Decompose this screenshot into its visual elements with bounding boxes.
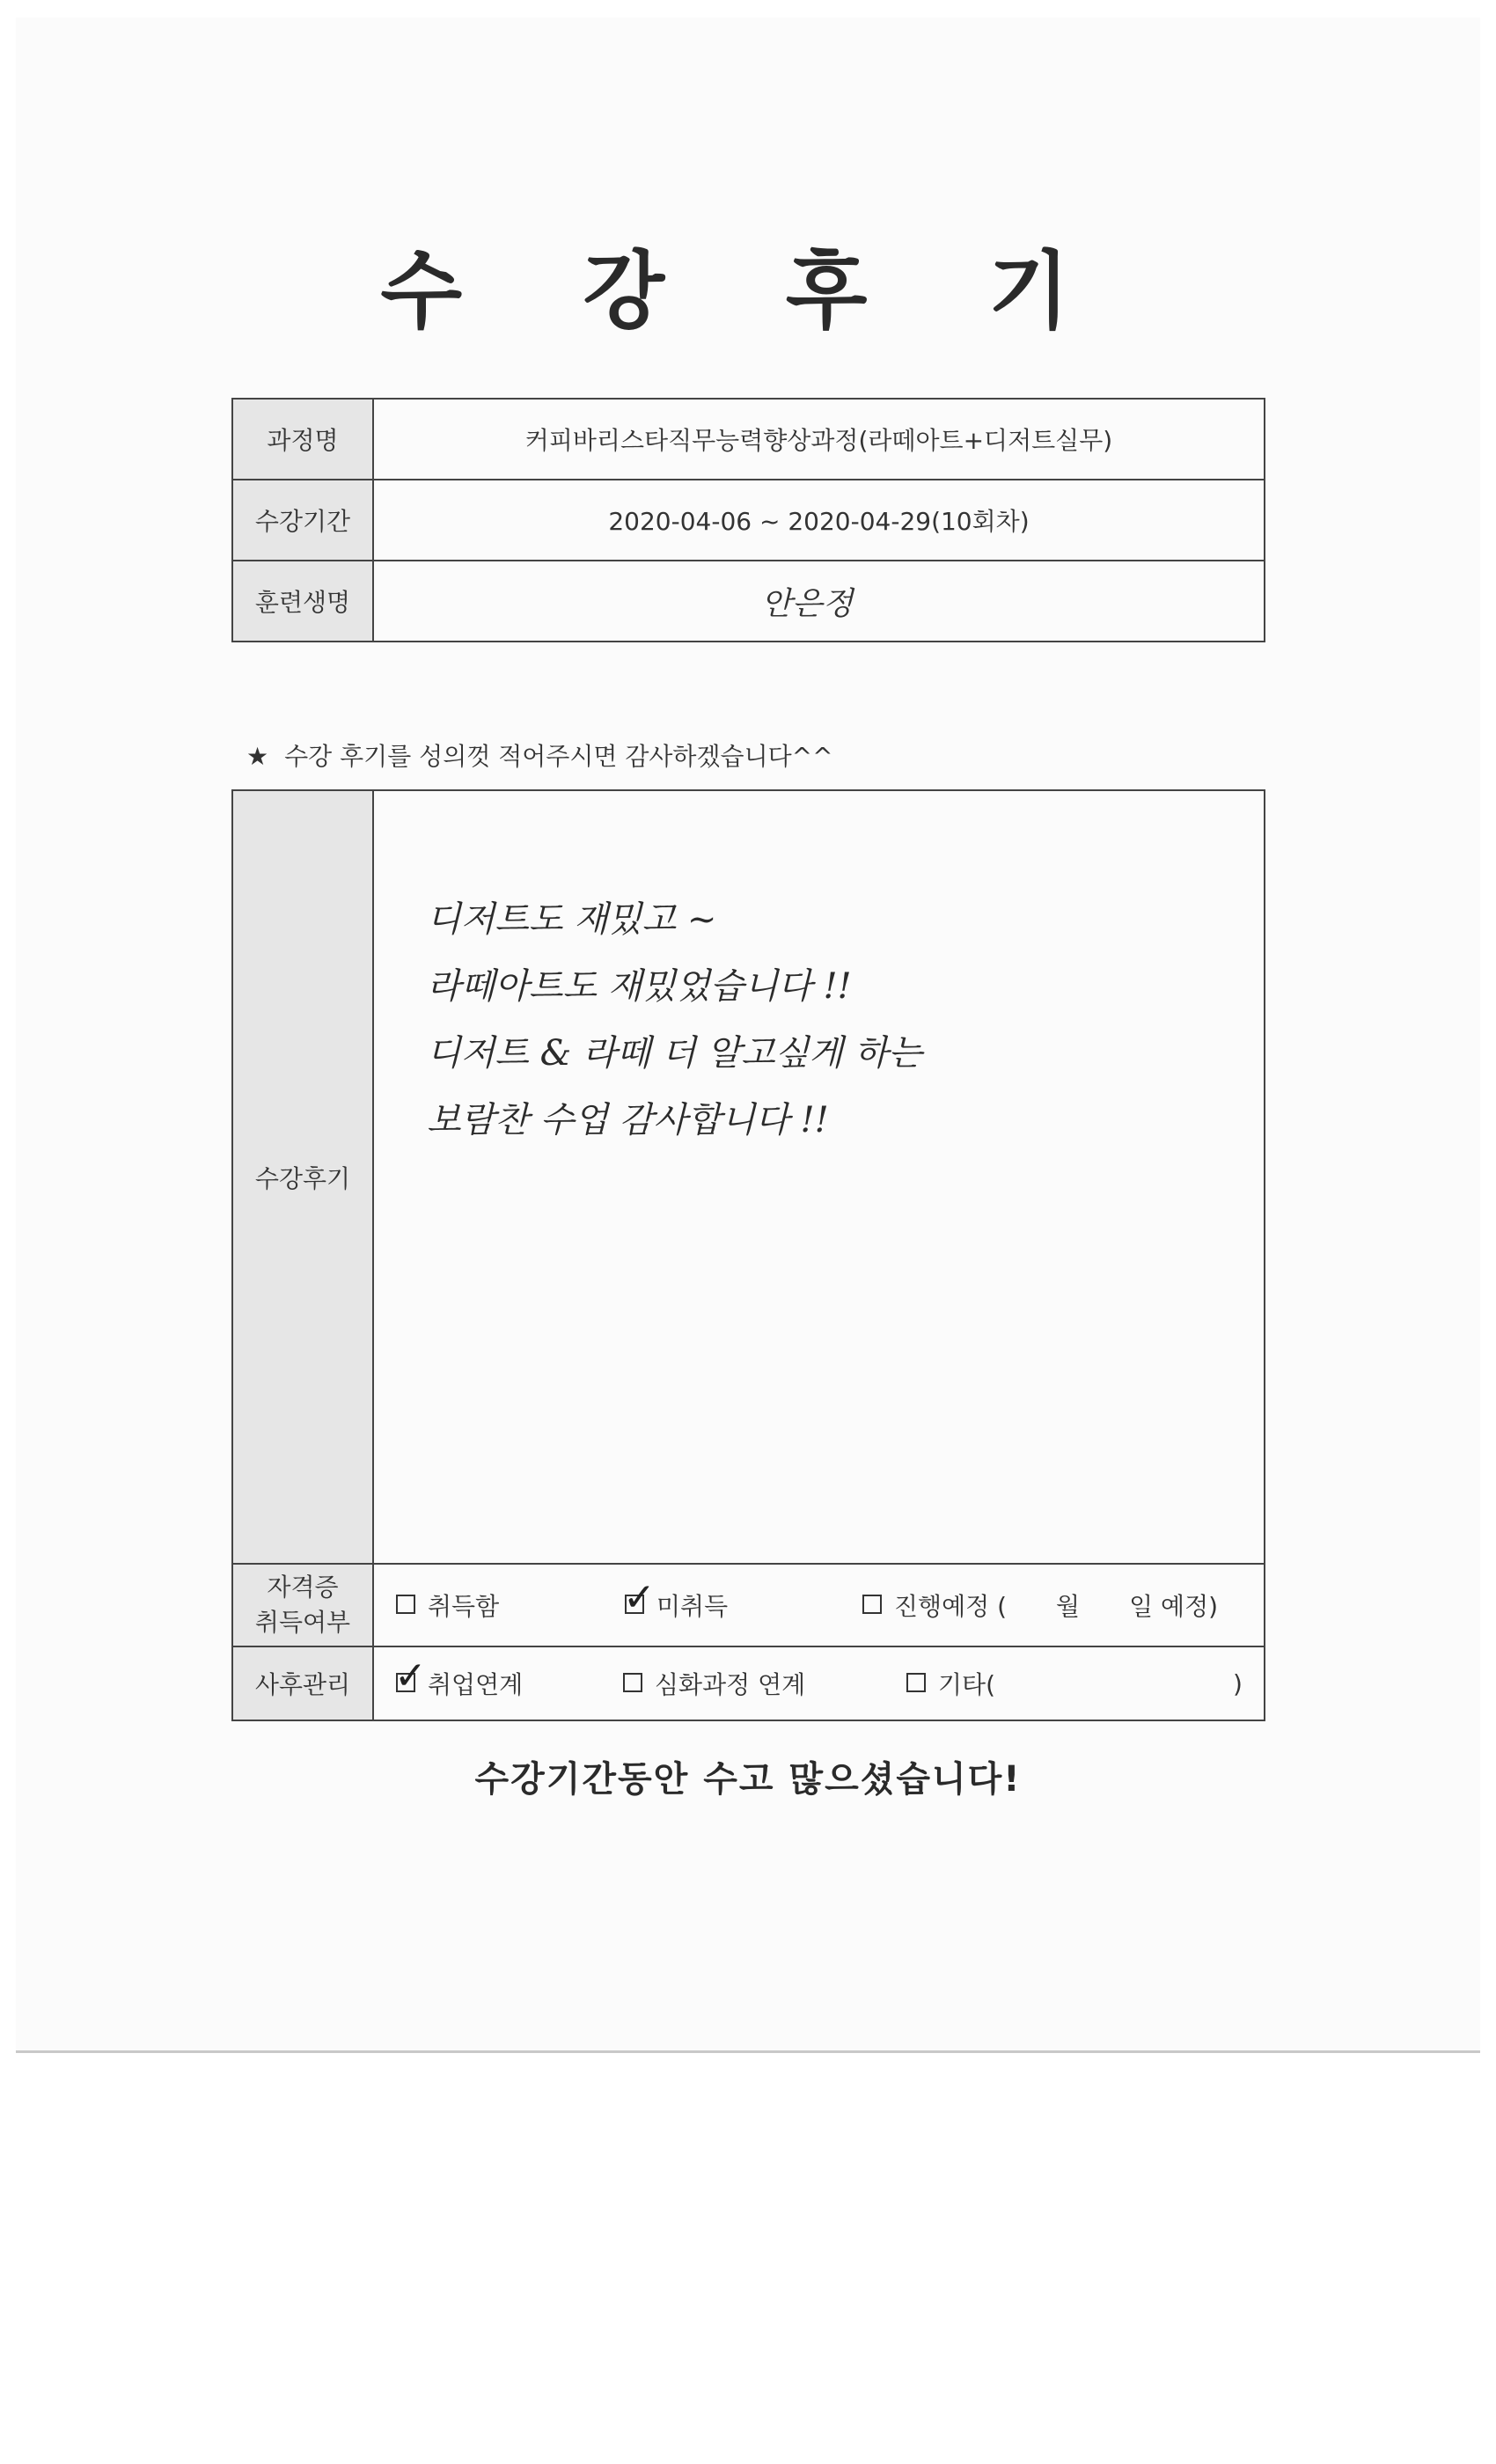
- day-planned-label: 일 예정): [1129, 1592, 1219, 1621]
- option-obtained[interactable]: [396, 1588, 625, 1623]
- checkbox-advanced[interactable]: [623, 1673, 642, 1692]
- trainee-name-handwritten: 안은정: [373, 561, 1265, 642]
- review-row: [232, 790, 1265, 1564]
- period-label: 수강기간: [232, 480, 373, 561]
- handwritten-review: [427, 886, 922, 1154]
- check-mark-icon: ✓: [623, 1575, 656, 1620]
- followup-options: [373, 1646, 1265, 1720]
- option-advanced-label: 심화과정 연계: [655, 1670, 806, 1699]
- option-not-obtained[interactable]: [623, 1575, 862, 1623]
- option-planned-label: 진행예정 (: [894, 1592, 1008, 1621]
- review-content: [373, 790, 1265, 1564]
- period-value: 2020-04-06 ~ 2020-04-29(10회차): [373, 480, 1265, 561]
- option-etc-close: ): [1233, 1668, 1243, 1698]
- certificate-options: [373, 1564, 1265, 1646]
- check-mark-icon: ✓: [394, 1654, 427, 1698]
- checkbox-planned[interactable]: [862, 1595, 882, 1614]
- trainee-label: 훈련생명: [232, 561, 373, 642]
- review-table: [231, 789, 1265, 1721]
- option-job-label: 취업연계: [428, 1670, 524, 1699]
- option-not-obtained-label: 미취득: [656, 1592, 729, 1621]
- review-line-2: 라떼아트도 재밌었습니다 !!: [427, 966, 852, 1007]
- followup-row: [232, 1646, 1265, 1720]
- option-obtained-label: 취득함: [428, 1592, 500, 1621]
- certificate-label: [232, 1564, 373, 1646]
- instruction-text: 수강 후기를 성의껏 적어주시면 감사하겠습니다^^: [284, 742, 833, 771]
- review-line-3: 디저트 & 라떼 더 알고싶게 하는: [427, 1033, 922, 1074]
- option-etc[interactable]: [906, 1666, 1243, 1701]
- closing-message: 수강기간동안 수고 많으셨습니다!: [474, 1759, 1022, 1800]
- review-label: 수강후기: [232, 790, 373, 1564]
- month-label: 월: [1056, 1592, 1081, 1621]
- checkbox-obtained[interactable]: [396, 1595, 415, 1614]
- trainee-row: [232, 561, 1265, 642]
- instruction-note: [246, 737, 833, 773]
- checkbox-etc[interactable]: [906, 1673, 926, 1692]
- course-row: [232, 399, 1265, 480]
- page-title: 수 강 후 기: [380, 242, 1116, 341]
- followup-label: 사후관리: [232, 1646, 373, 1720]
- certificate-label-line2: 취득여부: [254, 1608, 351, 1637]
- option-planned[interactable]: [862, 1588, 1218, 1623]
- course-label: 과정명: [232, 399, 373, 480]
- certificate-label-line1: 자격증: [267, 1573, 339, 1602]
- course-info-table: [231, 398, 1265, 642]
- course-value: 커피바리스타직무능력향상과정(라떼아트+디저트실무): [373, 399, 1265, 480]
- option-advanced[interactable]: [623, 1666, 906, 1701]
- period-row: [232, 480, 1265, 561]
- checkbox-job[interactable]: [394, 1654, 427, 1698]
- review-line-4: 보람찬 수업 감사합니다 !!: [427, 1100, 829, 1140]
- option-etc-label: 기타(: [938, 1670, 996, 1699]
- certificate-row: [232, 1564, 1265, 1646]
- review-line-1: 디저트도 재밌고 ~: [427, 899, 717, 940]
- star-icon: ★: [246, 742, 269, 771]
- checkbox-not-obtained[interactable]: [623, 1575, 656, 1620]
- option-job[interactable]: [394, 1654, 623, 1701]
